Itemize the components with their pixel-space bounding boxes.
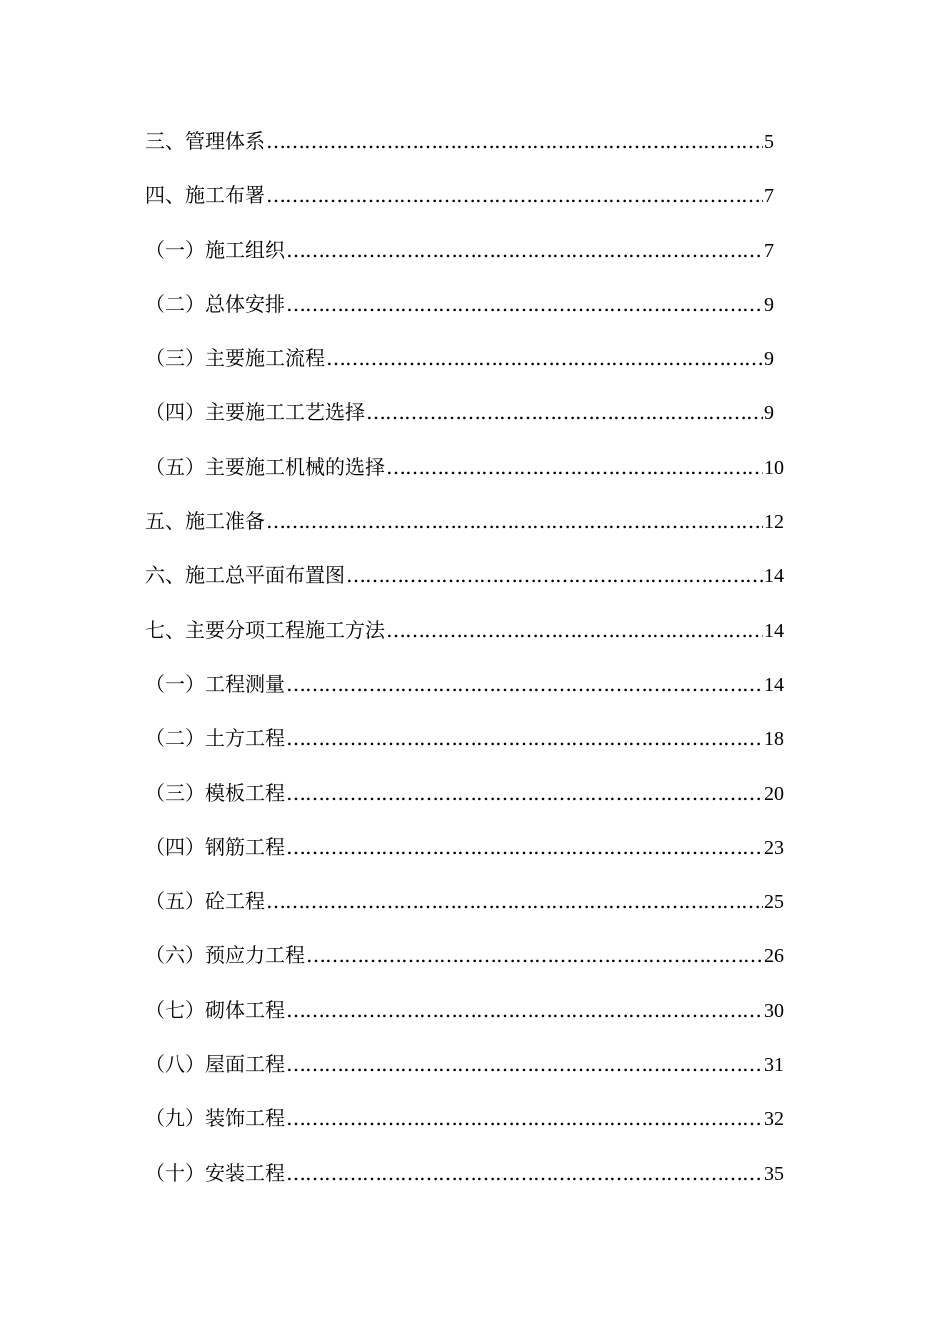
toc-entry-page: 20 [764,782,784,805]
toc-entry[interactable] [145,168,790,222]
toc-entry[interactable] [145,983,790,1037]
toc-entry-title: （五）砼工程 [145,889,265,914]
toc-entry[interactable] [145,114,790,168]
toc-entry[interactable] [145,1037,790,1091]
toc-entry[interactable] [145,494,790,548]
toc-entry-page: 10 [764,456,784,479]
toc-dot-leader [386,440,763,494]
toc-entry-page: 14 [764,619,784,642]
toc-entry[interactable] [145,657,790,711]
toc-dot-leader [286,766,763,820]
toc-dot-leader [286,277,763,331]
toc-entry-title: （六）预应力工程 [145,943,305,968]
toc-dot-leader [346,548,763,602]
toc-entry-page: 9 [764,293,774,316]
toc-dot-leader [286,1146,763,1200]
toc-dot-leader [326,331,763,385]
toc-entry-page: 18 [764,728,784,751]
toc-entry[interactable] [145,331,790,385]
toc-entry-title: （三）模板工程 [145,780,285,805]
toc-entry-title: （四）钢筋工程 [145,834,285,859]
toc-dot-leader [286,983,763,1037]
toc-dot-leader [386,603,763,657]
toc-dot-leader [286,711,763,765]
toc-entry-page: 5 [764,131,774,153]
toc-entry-page: 32 [764,1108,784,1131]
toc-entry-title: 五、施工准备 [145,509,265,534]
toc-entry-title: 六、施工总平面布置图 [145,563,345,588]
toc-dot-leader [286,1091,763,1145]
toc-dot-leader [266,494,763,548]
toc-entry-page: 9 [764,348,774,371]
toc-entry-page: 12 [764,511,784,534]
toc-entry[interactable] [145,385,790,439]
toc-dot-leader [266,874,763,928]
toc-entry-page: 14 [764,565,784,588]
toc-entry-title: 四、施工布署 [145,183,265,208]
toc-entry-page: 35 [764,1162,784,1185]
toc-entry-page: 9 [764,402,774,425]
toc-entry[interactable] [145,548,790,602]
toc-dot-leader [286,223,763,277]
toc-entry-title: （三）主要施工流程 [145,346,325,371]
toc-entry-title: （一）施工组织 [145,237,285,262]
toc-entry[interactable] [145,711,790,765]
toc-entry[interactable] [145,603,790,657]
table-of-contents [145,114,790,1200]
toc-entry[interactable] [145,766,790,820]
toc-entry-title: （五）主要施工机械的选择 [145,454,385,479]
toc-entry-title: （八）屋面工程 [145,1052,285,1077]
toc-entry[interactable] [145,928,790,982]
toc-entry-title: （九）装饰工程 [145,1106,285,1131]
toc-dot-leader [286,820,763,874]
toc-entry-title: 三、管理体系 [145,129,265,153]
toc-entry-page: 26 [764,945,784,968]
toc-entry-page: 25 [764,891,784,914]
toc-entry-title: （四）主要施工工艺选择 [145,400,365,425]
toc-entry[interactable] [145,874,790,928]
toc-entry[interactable] [145,1146,790,1200]
toc-dot-leader [286,657,763,711]
toc-entry-title: 七、主要分项工程施工方法 [145,617,385,642]
toc-dot-leader [266,114,763,168]
toc-entry-title: （十）安装工程 [145,1160,285,1185]
toc-entry-page: 14 [764,673,784,696]
toc-entry-page: 31 [764,1054,784,1077]
toc-entry-title: （七）砌体工程 [145,997,285,1022]
toc-entry-title: （二）总体安排 [145,291,285,316]
toc-entry[interactable] [145,277,790,331]
toc-entry-title: （一）工程测量 [145,671,285,696]
toc-dot-leader [266,168,763,222]
toc-entry[interactable] [145,440,790,494]
toc-entry-title: （二）土方工程 [145,726,285,751]
toc-entry-page: 23 [764,836,784,859]
toc-dot-leader [366,385,763,439]
toc-entry-page: 7 [764,239,774,262]
toc-entry[interactable] [145,1091,790,1145]
toc-entry[interactable] [145,820,790,874]
toc-entry-page: 7 [764,185,774,208]
toc-entry[interactable] [145,223,790,277]
toc-dot-leader [306,928,763,982]
toc-entry-page: 30 [764,999,784,1022]
toc-dot-leader [286,1037,763,1091]
